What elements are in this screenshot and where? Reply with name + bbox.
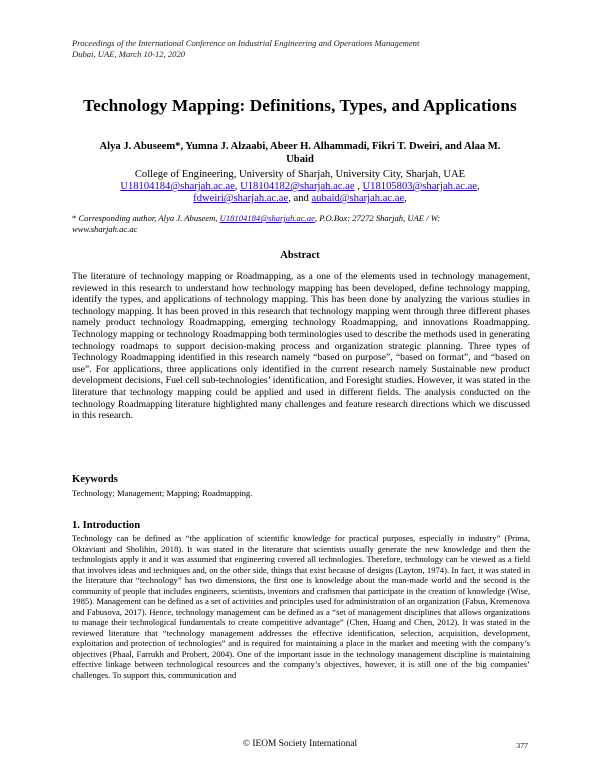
email-separator: , <box>234 181 241 192</box>
email-link-3[interactable]: U18105803@sharjah.ac.ae <box>362 181 478 192</box>
proceedings-header <box>72 38 532 60</box>
email-separator: , and <box>288 193 312 204</box>
abstract-heading: Abstract <box>280 250 320 261</box>
corresponding-label: Corresponding author, Alya J. Abuseem, <box>78 213 220 223</box>
affiliation-college: College of Engineering, University of Sharjah, University City, Sharjah, UAE <box>134 169 466 180</box>
email-separator: , <box>404 193 407 204</box>
copyright-footer: © IEOM Society International <box>242 739 358 749</box>
introduction-text: Technology can be defined as “the application of scientific knowledge for practical purposes, especially in industry” (Prima, Oktaviani and Sholihin, 2018). It was stated in the literature that scientists usually generate the new knowledge and then the technologists apply it and it was assumed that engineering covered all technologies. Therefore, technology can be viewed as a field that involves ideas and techniques and, on the other side, things that exist because of designs (Layton, 1974). In fact, it was stated in the literature that “technology” has two dimensions, the first one is knowledge about the man-made world and the second is the community of people that includes engineers, scientists, inventors and craftsmen that participate in the creation of knowledge (Wise, 1985). Management can be defined as a set of activities and principles used for administration of an organization (Fabus, Kremenova and Fabusova, 2017). Hence, technology management can be defined as a “set of management disciplines that allows organizations to manage their technological fundamentals to create competitive advantage” (Chen, Huang and Chen, 2012). It was stated in the reviewed literature that “technology management addresses the effective identification, selection, acquisition, development, exploitation and protection of technologies” and is required for maintaining a place in the market and meeting with the company’s objectives (Phaal, Farrukh and Probert, 2004). One of the important issue in the technology management discipline is maintaining effective linkage between technological resources and the company’s objectives, however, it is still one of the big companies’ challenges. To support this, communication and <box>72 533 530 680</box>
authors-line-2: Ubaid <box>286 154 314 165</box>
corresponding-author-note <box>72 213 532 235</box>
keywords-text: Technology; Management; Mapping; Roadmapping. <box>72 488 253 498</box>
header-line-2: Dubai, UAE, March 10-12, 2020 <box>72 49 186 59</box>
email-link-1[interactable]: U18104184@sharjah.ac.ae <box>120 181 235 192</box>
footnote-star: * <box>72 213 79 223</box>
author-list <box>60 140 540 166</box>
introduction-heading: 1. Introduction <box>72 520 141 531</box>
email-separator: , <box>477 181 480 192</box>
header-line-1: Proceedings of the International Conference on Industrial Engineering and Operations Management <box>72 38 420 48</box>
email-link-4[interactable]: fdweiri@sharjah.ac.ae <box>193 193 289 204</box>
email-link-5[interactable]: aubaid@sharjah.ac.ae <box>311 193 405 204</box>
page-number: 377 <box>516 741 528 750</box>
abstract-text: The literature of technology mapping or Roadmapping, as a one of the elements used in technology management, reviewed in this research to understand how technology mapping has been developed, define technology mapping, identify the types, and applications of technology mapping. This has been done by analyzing the various studies in technology mapping. It has been proved in this research that technology mapping went through three different phases namely product technology Roadmapping, emerging technology Roadmapping, and innovations Roadmapping. Technology mapping or technology Roadmapping both terminologies used to describe the methods used in generating technology roadmaps to support decision-making process and organization strategic planning. Three types of Technology Roadmapping identified in this research namely “based on purpose”, “based on format”, and “based on use”. For applications, three applications only identified in the current research namely Sustainable new product development decisions, Fuel cell sub-technologies’ identification, and Foresight studies. However, it was stated in the literature that technology mapping could be applied and used in different fields. The analysis conducted on the technology Roadmapping literature highlighted many challenges and feature research directions which we discussed in this research. <box>72 271 530 422</box>
corresponding-email-link[interactable]: U18104184@sharjah.ac.ae <box>219 213 315 223</box>
affiliation-emails-line-2 <box>60 193 540 205</box>
keywords-heading: Keywords <box>72 474 118 485</box>
authors-line-1: Alya J. Abuseem*, Yumna J. Alzaabi, Abeer H. Alhammadi, Fikri T. Dweiri, and Alaa M. <box>99 141 501 152</box>
affiliation-emails-line-1 <box>60 181 540 193</box>
affiliation-block <box>60 169 540 205</box>
paper-title: Technology Mapping: Definitions, Types, and Applications <box>83 96 517 115</box>
email-separator: , <box>354 181 363 192</box>
corresponding-address: , P.O.Box: 27272 Sharjah, UAE / W: <box>314 213 441 223</box>
corresponding-website: www.sharjah.ac.ac <box>72 224 138 234</box>
email-link-2[interactable]: U18104182@sharjah.ac.ae <box>240 181 355 192</box>
